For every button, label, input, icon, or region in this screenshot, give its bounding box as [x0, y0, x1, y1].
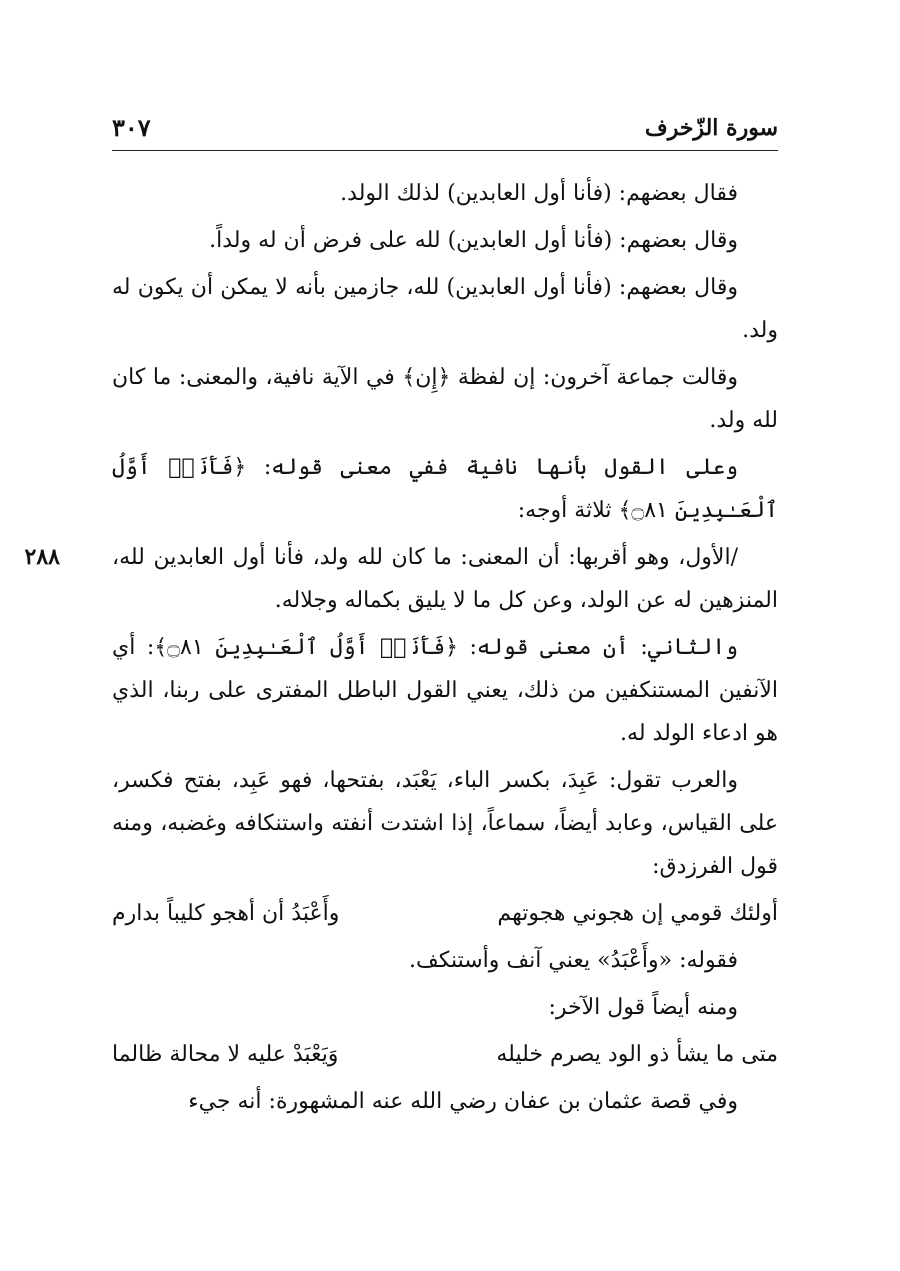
- paragraph-6: /الأول، وهو أقربها: أن المعنى: ما كان لله ولد، فأنا أول العابدين لله، المنزهين له عن الولد، وعن كل ما لا يليق بكماله وجلاله.: [112, 545, 778, 613]
- margin-page-number: ٢٨٨: [24, 544, 60, 570]
- paragraph-2: وقال بعضهم: (فأنا أول العابدين) لله على فرض أن له ولداً.: [209, 228, 738, 253]
- paragraph-11: وفي قصة عثمان بن عفان رضي الله عنه المشهورة: أنه جيء: [188, 1089, 738, 1114]
- poetry-verse-1: [112, 892, 778, 935]
- page-number: ٣٠٧: [112, 113, 151, 142]
- verse-1-second-hemistich: وأَعْبَدُ أن أهجو كليباً بدارم: [112, 901, 340, 926]
- paragraph-7: والثاني: أن معنى قوله: ﴿فَأَنَا۠ أَوَّلُ ٱلْعَـٰبِدِينَ ۝٨١﴾: أي الآنفين المستنكفين من ذلك، يعني القول الباطل المفترى على ربنا، الذي هو ادعاء الولد له.: [112, 635, 778, 746]
- page-body: [24, 172, 778, 1127]
- paragraph-5: وعلى القول بأنها نافية ففي معنى قوله: ﴿فَأَنَا۠ أَوَّلُ ٱلْعَـٰبِدِينَ ۝٨١﴾ ثلاثة أوجه:: [112, 455, 778, 523]
- paragraph-8: والعرب تقول: عَبِدَ، بكسر الباء، يَعْبَد، بفتحها، فهو عَبِد، بفتح فكسر، على القياس، وعابد أيضاً، سماعاً، إذا اشتدت أنفته واستنكافه وغضبه، ومنه قول الفرزدق:: [112, 768, 778, 879]
- paragraph-10: ومنه أيضاً قول الآخر:: [548, 995, 738, 1020]
- header-rule: [112, 150, 778, 151]
- verse-2-first-hemistich: متى ما يشأ ذو الود يصرم خليله: [496, 1042, 778, 1067]
- paragraph-9: فقوله: «وأَعْبَدُ» يعني آنف وأستنكف.: [409, 948, 738, 973]
- verse-1-first-hemistich: أولئك قومي إن هجوني هجوتهم: [497, 901, 778, 926]
- poetry-verse-2: [112, 1033, 778, 1076]
- paragraph-3: وقال بعضهم: (فأنا أول العابدين) لله، جازمين بأنه لا يمكن أن يكون له ولد.: [112, 275, 778, 343]
- page-header: [112, 112, 778, 148]
- paragraph-6-block: [24, 536, 778, 622]
- verse-2-second-hemistich: وَيَعْبَدْ عليه لا محالة ظالما: [112, 1042, 339, 1067]
- paragraph-1: فقال بعضهم: (فأنا أول العابدين) لذلك الولد.: [340, 181, 738, 206]
- paragraph-4: وقالت جماعة آخرون: إن لفظة ﴿إِن﴾ في الآية نافية، والمعنى: ما كان لله ولد.: [112, 365, 778, 433]
- surah-title: سورة الزّخرف: [644, 115, 778, 141]
